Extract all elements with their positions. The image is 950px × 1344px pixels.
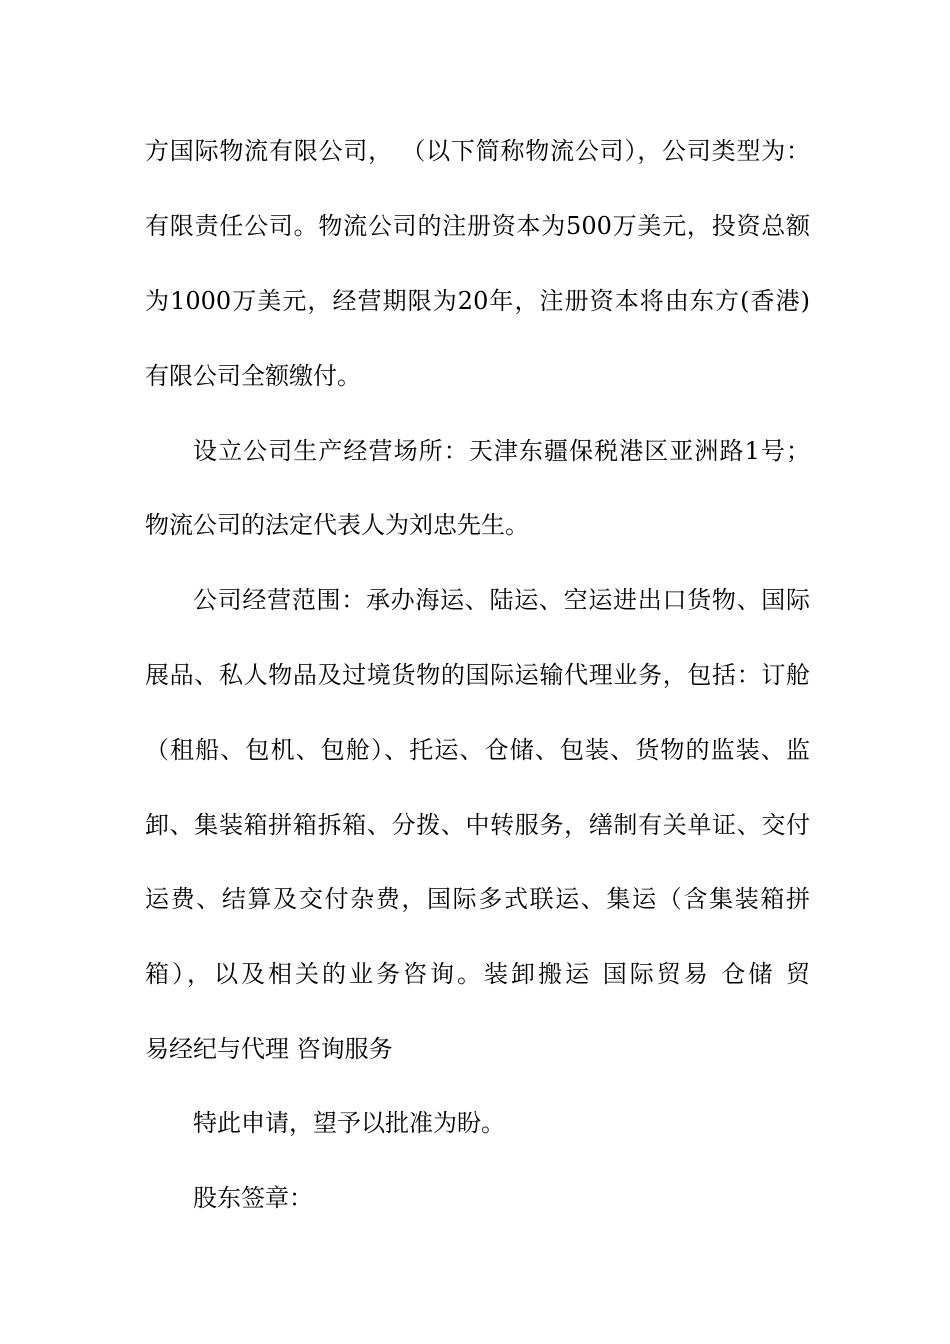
text-line: 有限公司全额缴付。 bbox=[145, 362, 361, 390]
paragraph-first-line: 公司经营范围：承办海运、陆运、空运进出口货物、国际 bbox=[193, 586, 810, 614]
text-line: 方国际物流有限公司， （以下简称物流公司），公司类型为： bbox=[145, 137, 810, 165]
text-line: （租船、包机、包舱）、托运、仓储、包装、货物的监装、监 bbox=[145, 736, 810, 764]
text-line: 展品、私人物品及过境货物的国际运输代理业务，包括：订舱 bbox=[145, 661, 810, 689]
text-line: 为1000万美元，经营期限为20年，注册资本将由东方(香港) bbox=[145, 287, 810, 315]
shareholder-signature-label: 股东签章： bbox=[193, 1184, 313, 1212]
paragraph-first-line: 设立公司生产经营场所：天津东疆保税港区亚洲路1号； bbox=[193, 437, 810, 465]
text-line: 物流公司的法定代表人为刘忠先生。 bbox=[145, 511, 529, 539]
text-line: 易经纪与代理 咨询服务 bbox=[145, 1035, 393, 1063]
text-line: 卸、集装箱拼箱拆箱、分拨、中转服务，缮制有关单证、交付 bbox=[145, 811, 810, 839]
text-line: 运费、结算及交付杂费，国际多式联运、集运（含集装箱拼 bbox=[145, 885, 810, 913]
text-line: 有限责任公司。物流公司的注册资本为500万美元，投资总额 bbox=[145, 212, 810, 240]
closing-request: 特此申请，望予以批准为盼。 bbox=[193, 1109, 505, 1137]
text-line: 箱），以及相关的业务咨询。装卸搬运 国际贸易 仓储 贸 bbox=[145, 960, 810, 988]
